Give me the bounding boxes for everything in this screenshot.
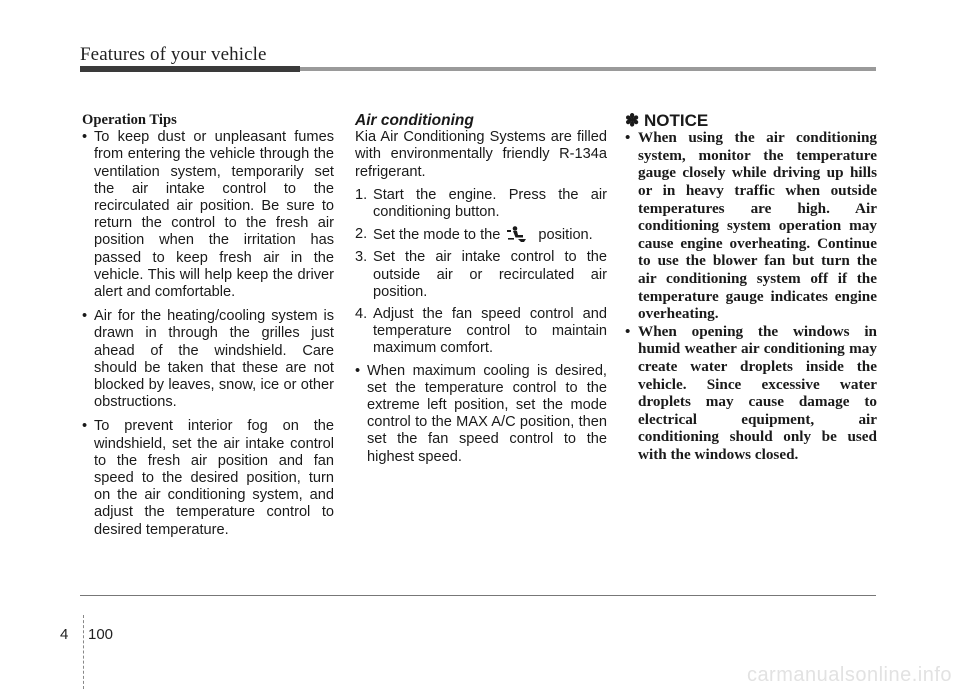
list-item <box>355 363 607 466</box>
notice-list <box>625 129 877 463</box>
list-item-text: To keep dust or unpleasant fumes from entering the vehicle through the ventilation system, temporarily set the air intake control to the recirculated air position. Be sure to return the control to the fresh air position when the irritation has passed to keep fresh air in the vehicle. This will help keep the driver alert and comfortable. <box>94 129 334 301</box>
bullet-marker: • <box>82 308 88 325</box>
list-item-text: To prevent interior fog on the windshield, set the air intake control to the fresh air position and fan speed to the desired position, turn on the air conditioning system, and adjust the temperature control to desired temperature. <box>94 418 334 538</box>
list-item-text: Set the air intake control to the outside air or recirculated air position. <box>373 249 607 300</box>
list-item-text: Adjust the fan speed control and temperature control to maintain maximum comfort. <box>373 306 607 357</box>
column-operation-tips <box>82 112 334 546</box>
footer-rule <box>80 595 876 596</box>
list-item-text: When using the air conditioning system, monitor the temperature gauge closely while driving up hills or in heavy traffic when outside temperatures are high. Air conditioning system operation may cause engine overheating. Continue to use the blower fan but turn the air conditioning system off if the temperature gauge indicates engine overheating. <box>638 129 877 323</box>
list-item-text: When opening the windows in humid weather air conditioning may create water droplets inside the vehicle. Since excessive water droplets may cause damage to electrical equipment, air conditioning should only be used with the windows closed. <box>638 322 877 463</box>
step-number: 2. <box>355 226 368 243</box>
step-number: 3. <box>355 249 368 266</box>
bullet-marker: • <box>625 322 631 340</box>
air-conditioning-intro: Kia Air Conditioning Systems are filled with environmentally friendly R-134a refrigerant. <box>355 129 607 180</box>
list-item <box>355 187 607 221</box>
chapter-number: 4 <box>60 626 69 643</box>
list-item <box>355 249 607 301</box>
watermark: carmanualsonline.info <box>746 664 952 686</box>
list-item-text: Start the engine. Press the air conditioning button. <box>373 186 607 221</box>
page-header-title: Features of your vehicle <box>80 44 267 65</box>
floor-mode-icon <box>504 226 530 242</box>
list-item <box>625 129 877 323</box>
notice-star-icon: ✽ <box>625 111 640 130</box>
list-item-text: Set the mode to the <box>373 227 501 244</box>
list-item <box>625 323 877 464</box>
list-item-text: Air for the heating/cooling system is drawn in through the grilles just ahead of the windshield. Care should be taken that these are not blocked by leaves, snow, ice or other obstructions. <box>94 308 334 411</box>
column-air-conditioning <box>355 112 607 473</box>
list-item-text: position. <box>538 227 593 244</box>
page-number: 100 <box>88 626 114 643</box>
list-item <box>82 308 334 411</box>
bullet-marker: • <box>82 418 88 435</box>
bullet-marker: • <box>625 129 631 147</box>
bullet-marker: • <box>355 362 361 379</box>
footer-divider <box>83 615 84 689</box>
notice-heading-text: NOTICE <box>643 111 709 130</box>
list-item <box>82 129 334 301</box>
header-rule-accent <box>80 66 300 72</box>
list-item <box>355 306 607 358</box>
step-number: 1. <box>355 186 368 203</box>
step-number: 4. <box>355 306 368 323</box>
bullet-marker: • <box>82 129 88 146</box>
air-conditioning-heading: Air conditioning <box>355 112 474 129</box>
operation-tips-list <box>82 129 334 539</box>
operation-tips-heading: Operation Tips <box>82 112 177 128</box>
max-cooling-list <box>355 363 607 466</box>
list-item-text: When maximum cooling is desired, set the temperature control to the extreme left position, set the mode control to the MAX A/C position, then set the fan speed control to the highest speed. <box>367 362 607 465</box>
list-item <box>82 418 334 538</box>
column-notice <box>625 112 877 463</box>
notice-heading <box>625 112 877 129</box>
air-conditioning-steps <box>355 187 607 358</box>
list-item <box>355 226 607 244</box>
